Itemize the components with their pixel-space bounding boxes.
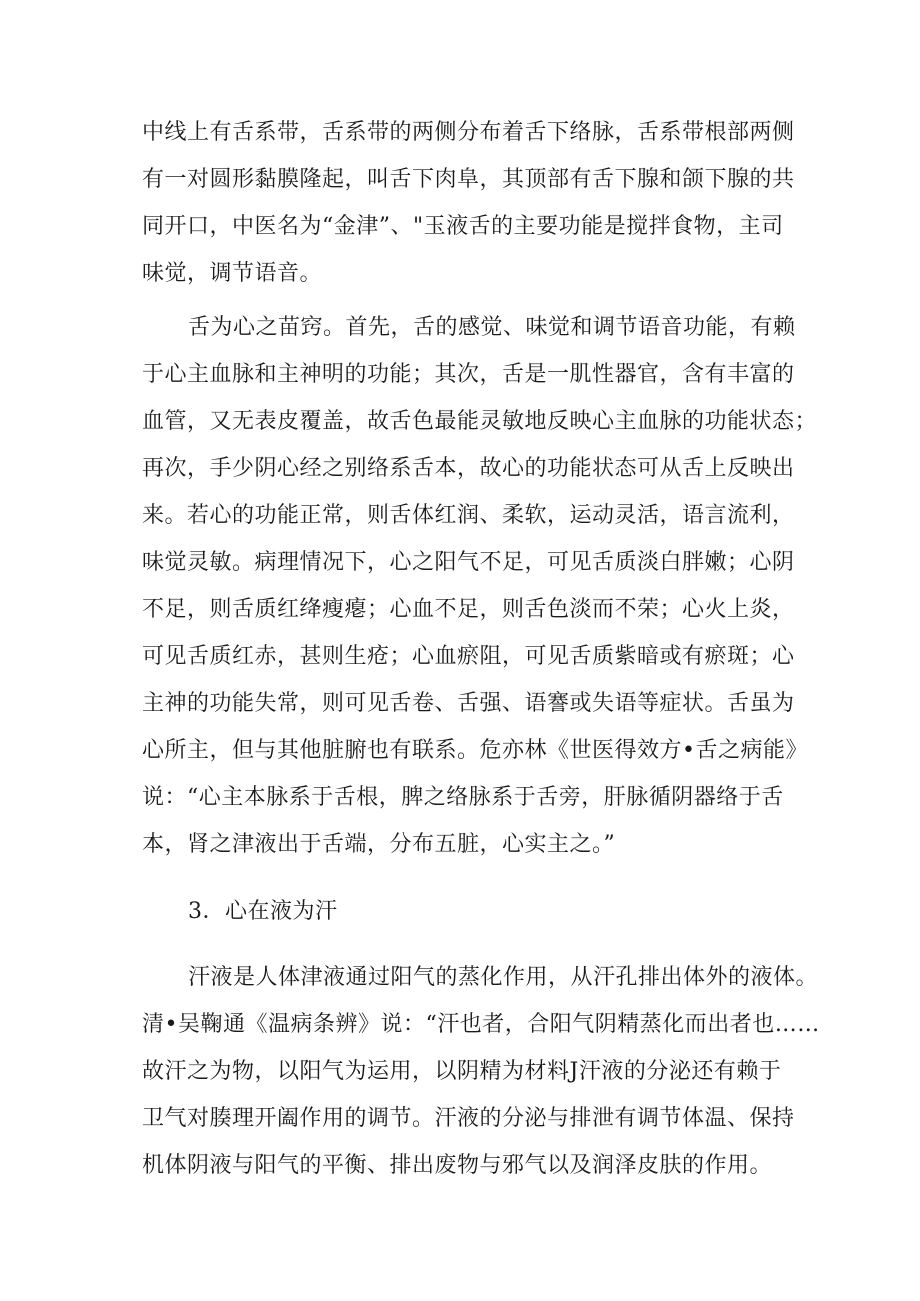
text-line: 同开口，中医名为“金津”、"玉液舌的主要功能是搅拌食物，主司	[142, 214, 784, 239]
text-line: 再次，手少阴心经之别络系舌本，故心的功能状态可从舌上反映出	[142, 456, 795, 481]
text-line: 心所主，但与其他脏腑也有联系。危亦林《世医得效方•舌之病能》	[142, 738, 808, 763]
text-line: 有一对圆形黏膜隆起，叫舌下肉阜，其顶部有舌下腺和颌下腺的共	[142, 167, 795, 192]
text-line: 主神的功能失常，则可见舌卷、舌强、语謇或失语等症状。舌虽为	[142, 691, 795, 716]
text-line: 于心主血脉和主神明的功能；其次，舌是一肌性器官，含有丰富的	[142, 362, 795, 387]
text-line: 舌为心之苗窍。首先，舌的感觉、味觉和调节语音功能，有赖	[188, 315, 796, 340]
text-line: 味觉灵敏。病理情况下，心之阳气不足，可见舌质淡白胖嫩；心阴	[142, 550, 795, 575]
text-line: 中线上有舌系带，舌系带的两侧分布着舌下络脉，舌系带根部两侧	[142, 120, 795, 145]
text-line: 汗液是人体津液通过阳气的蒸化作用，从汗孔排出体外的液体。	[188, 965, 819, 990]
text-line: 血管，又无表皮覆盖，故舌色最能灵敏地反映心主血脉的功能状态；	[142, 409, 818, 434]
text-line: 不足，则舌质红绛瘦瘪；心血不足，则舌色淡而不荣；心火上炎，	[142, 597, 795, 622]
text-line: 来。若心的功能正常，则舌体红润、柔软，运动灵活，语言流利，	[142, 503, 795, 528]
text-line: 故汗之为物，以阳气为运用，以阴精为材料J汗液的分泌还有赖于	[142, 1059, 782, 1084]
text-line: 清•吴鞠通《温病条辨》说：“汗也者，合阳气阴精蒸化而出者也……	[142, 1012, 820, 1037]
text-line: 机体阴液与阳气的平衡、排出废物与邪气以及润泽皮肤的作用。	[142, 1153, 773, 1178]
section-heading: 3．心在液为汗	[188, 899, 338, 924]
text-line: 可见舌质红赤，甚则生疮；心血瘀阻，可见舌质紫暗或有瘀斑；心	[142, 644, 795, 669]
text-line: 卫气对腠理开阖作用的调节。汗液的分泌与排泄有调节体温、保持	[142, 1106, 795, 1131]
text-line: 说：“心主本脉系于舌根，脾之络脉系于舌旁，肝脉循阴器络于舌	[142, 785, 784, 810]
text-line: 本，肾之津液出于舌端，分布五脏，心实主之。”	[142, 832, 616, 857]
text-line: 味觉，调节语音。	[142, 261, 323, 286]
